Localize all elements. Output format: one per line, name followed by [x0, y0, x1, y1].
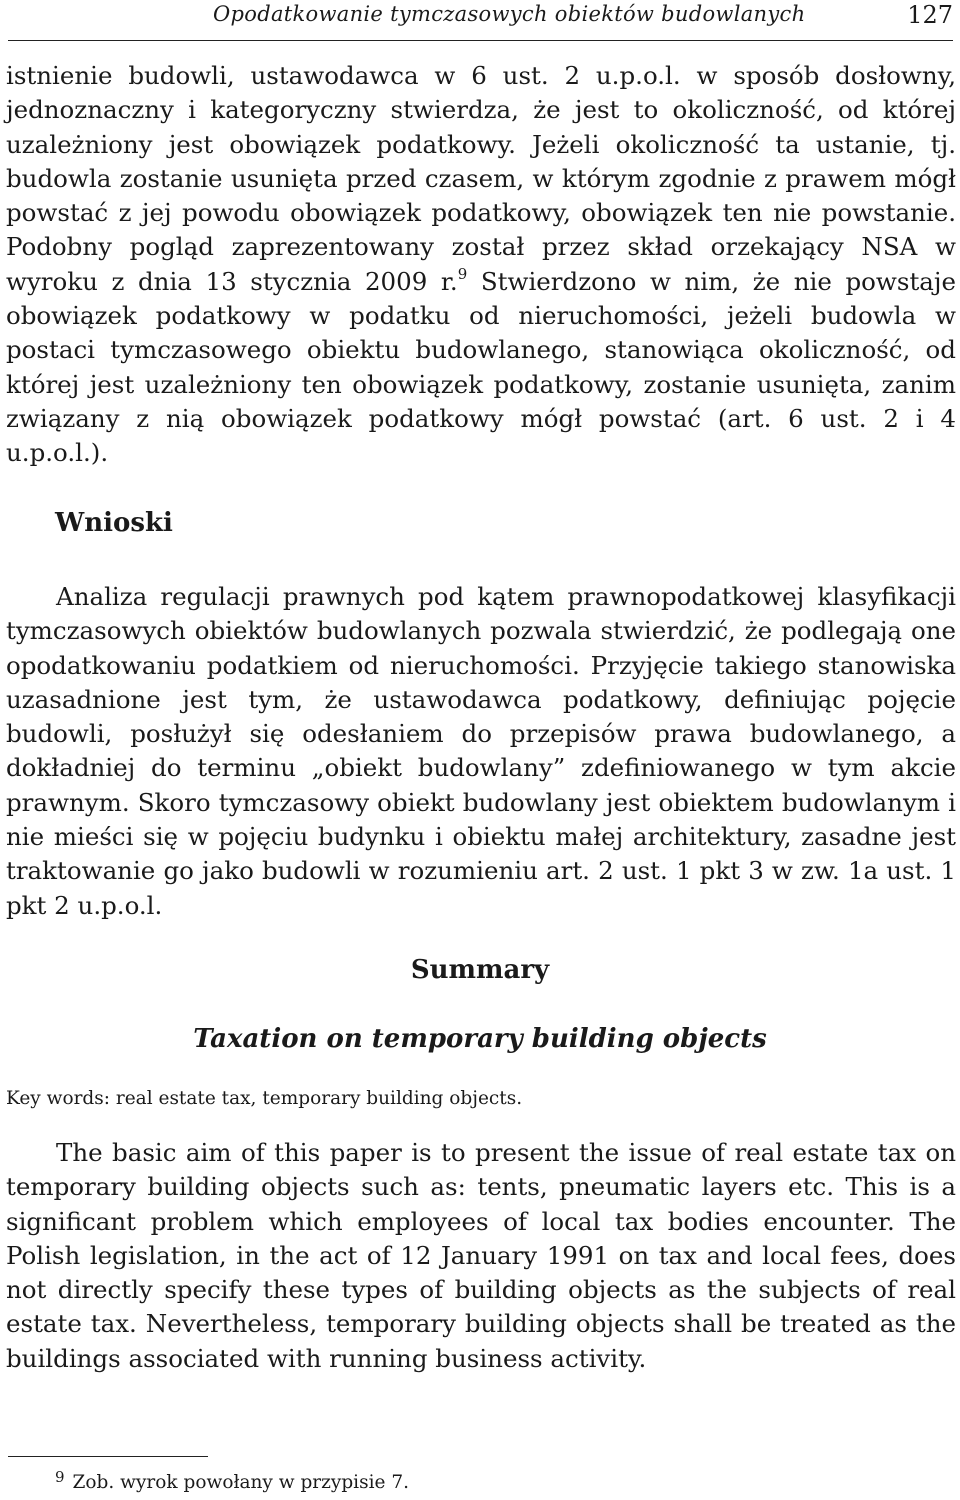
body-paragraph-1 — [6, 59, 956, 471]
footnote-number: 9 — [55, 1468, 65, 1486]
summary-paragraph: The basic aim of this paper is to present the issue of real estate tax on temporary building objects such as: tents, pneumatic layers etc. This is a significant problem which employees of local tax bodies encounter. The Polish legislation, in the act of 12 January 1991 on tax and local fees, does not directly specify these types of building objects as the subjects of real estate tax. Nevertheless, temporary building objects shall be treated as the buildings associated with running business activity. — [6, 1138, 956, 1373]
summary-heading: Summary — [410, 955, 550, 985]
conclusions-heading: Wnioski — [55, 508, 173, 538]
footnote-reference: 9 — [457, 264, 468, 283]
conclusions-paragraph: Analiza regulacji prawnych pod kątem prawnopodatkowej klasyfikacji tymczasowych obiektów budowlanych pozwala stwierdzić, że podlegają one opodatkowaniu podatkiem od nieruchomości. Przyjęcie takiego stanowiska uzasadnione jest tym, że ustawodawca podatkowy, definiując pojęcie budowli, posłużył się odesłaniem do przepisów prawa budowlanego, a dokładniej do terminu „obiekt budowlany” zdefiniowanego w tym akcie prawnym. Skoro tymczasowy obiekt budowlany jest obiektem budowlanym i nie mieści się w pojęciu budynku i obiektu małej architektury, zasadne jest traktowanie go jako budowli w rozumieniu art. 2 ust. 1 pkt 3 w zw. 1a ust. 1 pkt 2 u.p.o.l. — [6, 582, 956, 920]
summary-title: Taxation on temporary building objects — [193, 1024, 767, 1054]
page-number: 127 — [907, 1, 953, 29]
footnote-divider — [8, 1456, 208, 1457]
footnote-text: Zob. wyrok powołany w przypisie 7. — [72, 1472, 409, 1493]
footnote — [55, 1468, 409, 1493]
body-paragraph-1-text-a: istnienie budowli, ustawodawca w 6 ust. 2 u.p.o.l. w sposób dosłowny, jednoznaczny i kategoryczny stwierdza, że jest to okoliczność, od której uzależniony jest obowiązek podatkowy. Jeżeli okoliczność ta ustanie, tj. budowla zostanie usunięta przed czasem, w którym zgodnie z prawem mógł powstać z jej powodu obowiązek podatkowy, obowiązek ten nie powstanie. Podobny pogląd zaprezentowany został przez skład orzekający NSA w wyroku z dnia 13 stycznia 2009 r. — [6, 61, 956, 296]
page-header — [8, 0, 953, 41]
running-title: Opodatkowanie tymczasowych obiektów budowlanych — [213, 2, 806, 26]
keywords: Key words: real estate tax, temporary building objects. — [6, 1088, 523, 1109]
body-paragraph-1-text-b: Stwierdzono w nim, że nie powstaje obowiązek podatkowy w podatku od nieruchomości, jeżeli budowla w postaci tymczasowego obiektu budowlanego, stanowiąca okoliczność, od której jest uzależniony ten obowiązek podatkowy, zostanie usunięta, zanim związany z nią obowiązek podatkowy mógł powstać (art. 6 ust. 2 i 4 u.p.o.l.). — [6, 266, 956, 468]
